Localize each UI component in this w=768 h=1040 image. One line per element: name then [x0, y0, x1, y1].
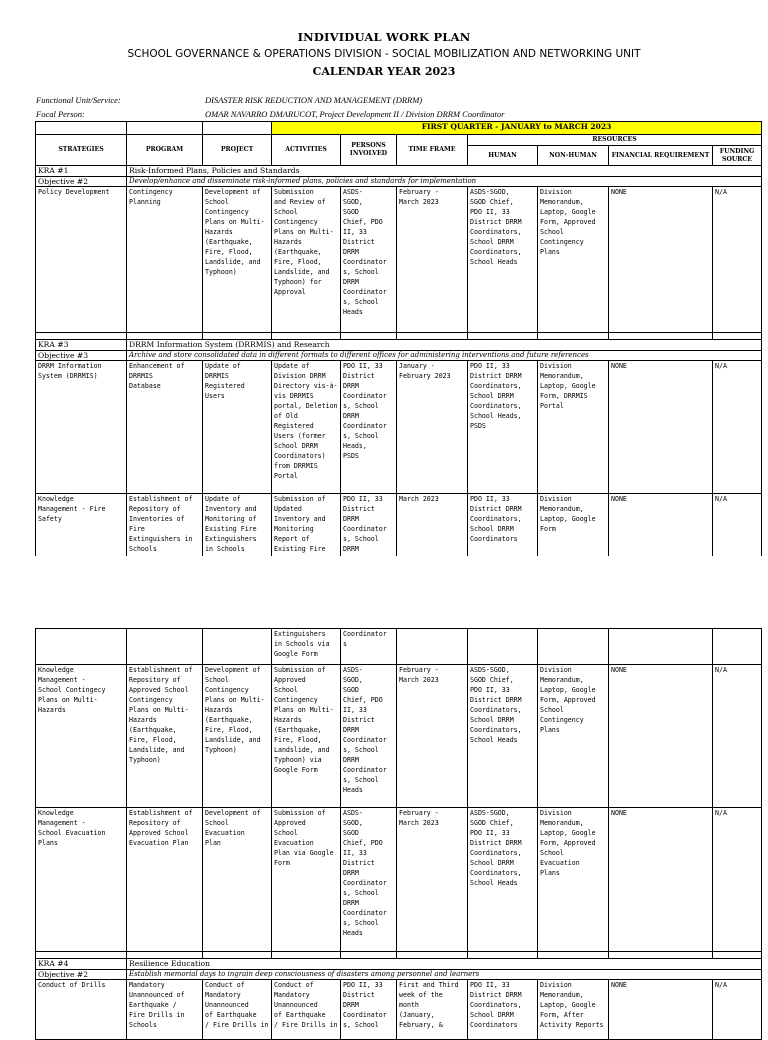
cell-activities: Extinguishers in Schools via Google Form	[272, 629, 341, 665]
column-header-resources: RESOURCES	[468, 135, 762, 146]
cell-activities: Conduct of Mandatory Unannounced of Earthquake / Fire Drills in	[272, 980, 341, 1040]
objective-text: Establish memorial days to ingrain deep consciousness of disasters among personnel and learners	[127, 970, 762, 980]
cell-time: March 2023	[397, 494, 468, 560]
column-header-strategies: STRATEGIES	[36, 135, 127, 166]
cell-non-human: Division Memorandum, Laptop, Google Form, Approved School Contingency Plans	[538, 187, 609, 333]
table-row-continuation	[36, 629, 762, 665]
cell-time: First and Third week of the month (January, February, &	[397, 980, 468, 1040]
column-header-time-frame: TIME FRAME	[397, 135, 468, 166]
cell-non-human: Division Memorandum, Laptop, Google Form, Approved School Evacuation Plans	[538, 808, 609, 952]
table-row	[36, 980, 762, 1040]
calendar-year-heading: CALENDAR YEAR 2023	[312, 65, 456, 78]
cell-project: Development of School Evacuation Plan	[203, 808, 272, 952]
cell-financial: NONE	[609, 665, 713, 808]
cell-project: Development of School Contingency Plans on Multi- Hazards (Earthquake, Fire, Flood, Landslide, and Typhoon)	[203, 187, 272, 333]
column-header-persons-involved: PERSONS INVOLVED	[341, 135, 397, 166]
cell-activities: Submission of Updated Inventory and Monitoring Report of Existing Fire	[272, 494, 341, 560]
cell-strategy: Policy Development	[36, 187, 127, 333]
cell-activities: Submission of Approved School Evacuation Plan via Google Form	[272, 808, 341, 952]
focal-person-value: OMAR NAVARRO DMARUCOT, Project Development II / Division DRRM Coordinator	[205, 109, 505, 119]
cell-strategy: Conduct of Drills	[36, 980, 127, 1040]
cell-human: ASDS-SGOD, SGOD Chief, PDO II, 33 District DRRM Coordinators, School DRRM Coordinators, School Heads	[468, 808, 538, 952]
cell-program: Establishment of Repository of Approved School Contingency Plans on Multi- Hazards (Earthquake, Fire, Flood, Landslide, and Typhoon)	[127, 665, 203, 808]
objective-label: Objective #3	[36, 351, 127, 361]
cell-funding: N/A	[713, 980, 762, 1040]
cell-human: ASDS-SGOD, SGOD Chief, PDO II, 33 District DRRM Coordinators, School DRRM Coordinators, School Heads	[468, 665, 538, 808]
column-header-human: HUMAN	[468, 146, 538, 166]
column-header-funding: FUNDING SOURCE	[713, 146, 762, 166]
cell-program: Enhancement of DRRMIS Database	[127, 361, 203, 494]
kra-title: Resilience Education	[127, 959, 762, 970]
cell-time: February - March 2023	[397, 808, 468, 952]
cell-human: ASDS-SGOD, SGOD Chief, PDO II, 33 District DRRM Coordinators, School DRRM Coordinators, School Heads	[468, 187, 538, 333]
cell-persons: ASDS- SGOD, SGOD Chief, PDO II, 33 District DRRM Coordinator s, School DRRM Coordinator s, School Heads	[341, 808, 397, 952]
cell-activities: Submission of Approved School Contingency Plans on Multi- Hazards (Earthquake, Fire, Flood, Landslide, and Typhoon) via Google Form	[272, 665, 341, 808]
objective-text: Develop/enhance and disseminate risk-informed plans, policies and standards for implementation	[127, 177, 762, 187]
cell-financial: NONE	[609, 808, 713, 952]
cell-non-human: Division Memorandum, Laptop, Google Form, After Activity Reports	[538, 980, 609, 1040]
objective-text: Archive and store consolidated data in different formats to different offices for administering interventions and future references	[127, 351, 762, 361]
cell-activities: Submission and Review of School Contingency Plans on Multi- Hazards (Earthquake, Fire, Flood, Landslide, and Typhoon) for Approval	[272, 187, 341, 333]
table-row	[36, 808, 762, 952]
cell-project: Update of DRRMIS Registered Users	[203, 361, 272, 494]
functional-unit-label: Functional Unit/Service:	[36, 95, 121, 105]
cell-program: Mandatory Unannounced of Earthquake / Fire Drills in Schools	[127, 980, 203, 1040]
division-heading: SCHOOL GOVERNANCE & OPERATIONS DIVISION - SOCIAL MOBILIZATION AND NETWORKING UNIT	[127, 48, 641, 60]
cell-human: PDO II, 33 District DRRM Coordinators, School DRRM Coordinators, School Heads, PSDS	[468, 361, 538, 494]
column-header-program: PROGRAM	[127, 135, 203, 166]
table-row	[36, 361, 762, 494]
cell-time: February - March 2023	[397, 187, 468, 333]
quarter-banner: FIRST QUARTER - JANUARY to MARCH 2023	[272, 122, 762, 135]
cell-human: PDO II, 33 District DRRM Coordinators, School DRRM Coordinators	[468, 494, 538, 560]
cell-program: Contingency Planning	[127, 187, 203, 333]
cell-non-human: Division Memorandum, Laptop, Google Form, DRRMIS Portal	[538, 361, 609, 494]
cell-persons: PDO II, 33 District DRRM Coordinator s, School DRRM Coordinator s, School Heads, PSDS	[341, 361, 397, 494]
cell-strategy: Knowledge Management - Fire Safety	[36, 494, 127, 560]
kra-title: Risk-Informed Plans, Policies and Standards	[127, 166, 762, 177]
document-page-2	[0, 628, 768, 1029]
cell-time: January - February 2023	[397, 361, 468, 494]
cell-funding: N/A	[713, 187, 762, 333]
work-plan-table	[35, 121, 762, 560]
cell-program: Establishment of Repository of Inventories of Fire Extinguishers in Schools	[127, 494, 203, 560]
cell-strategy: Knowledge Management - School Evacuation Plans	[36, 808, 127, 952]
table-row	[36, 494, 762, 560]
kra-label: KRA #4	[36, 959, 127, 970]
cell-time: February - March 2023	[397, 665, 468, 808]
cell-non-human: Division Memorandum, Laptop, Google Form	[538, 494, 609, 560]
cell-project: Update of Inventory and Monitoring of Existing Fire Extinguishers in Schools	[203, 494, 272, 560]
column-header-project: PROJECT	[203, 135, 272, 166]
cell-persons: ASDS- SGOD, SGOD Chief, PDO II, 33 District DRRM Coordinator s, School DRRM Coordinator s, School Heads	[341, 665, 397, 808]
functional-unit-value: DISASTER RISK REDUCTION AND MANAGEMENT (DRRM)	[205, 95, 423, 105]
cell-human: PDO II, 33 District DRRM Coordinators, School DRRM Coordinators	[468, 980, 538, 1040]
cell-strategy: Knowledge Management - School Contingecy Plans on Multi- Hazards	[36, 665, 127, 808]
cell-financial: NONE	[609, 187, 713, 333]
cell-project: Development of School Contingency Plans on Multi- Hazards (Earthquake, Fire, Flood, Landslide, and Typhoon)	[203, 665, 272, 808]
kra-title: DRRM Information System (DRRMIS) and Research	[127, 340, 762, 351]
table-row	[36, 665, 762, 808]
cell-funding: N/A	[713, 808, 762, 952]
cell-persons: Coordinator s	[341, 629, 397, 665]
cell-financial: NONE	[609, 980, 713, 1040]
document-title: INDIVIDUAL WORK PLAN	[297, 30, 471, 44]
cell-funding: N/A	[713, 665, 762, 808]
cell-program: Establishment of Repository of Approved School Evacuation Plan	[127, 808, 203, 952]
kra-label: KRA #1	[36, 166, 127, 177]
cell-funding: N/A	[713, 494, 762, 560]
cell-funding: N/A	[713, 361, 762, 494]
cell-activities: Update of Division DRRM Directory vis-à- vis DRRMIS portal, Deletion of Old Registered Users (former School DRRM Coordinators) from DRRMIS Portal	[272, 361, 341, 494]
cell-financial: NONE	[609, 494, 713, 560]
column-header-non-human: NON-HUMAN	[538, 146, 609, 166]
objective-label: Objective #2	[36, 970, 127, 980]
work-plan-table-continued	[35, 628, 762, 1040]
table-row	[36, 187, 762, 333]
kra-label: KRA #3	[36, 340, 127, 351]
cell-persons: PDO II, 33 District DRRM Coordinator s, School DRRM	[341, 494, 397, 560]
column-header-activities: ACTIVITIES	[272, 135, 341, 166]
cell-financial: NONE	[609, 361, 713, 494]
focal-person-label: Focal Person:	[36, 109, 85, 119]
cell-persons: ASDS- SGOD, SGOD Chief, PDO II, 33 District DRRM Coordinator s, School DRRM Coordinator s, School Heads	[341, 187, 397, 333]
page-break	[0, 556, 768, 628]
cell-persons: PDO II, 33 District DRRM Coordinator s, School	[341, 980, 397, 1040]
column-header-financial: FINANCIAL REQUIREMENT	[609, 146, 713, 166]
objective-label: Objective #2	[36, 177, 127, 187]
cell-project: Conduct of Mandatory Unannounced of Earthquake / Fire Drills in	[203, 980, 272, 1040]
cell-non-human: Division Memorandum, Laptop, Google Form, Approved School Contingency Plans	[538, 665, 609, 808]
cell-strategy: DRRM Information System (DRRMIS)	[36, 361, 127, 494]
